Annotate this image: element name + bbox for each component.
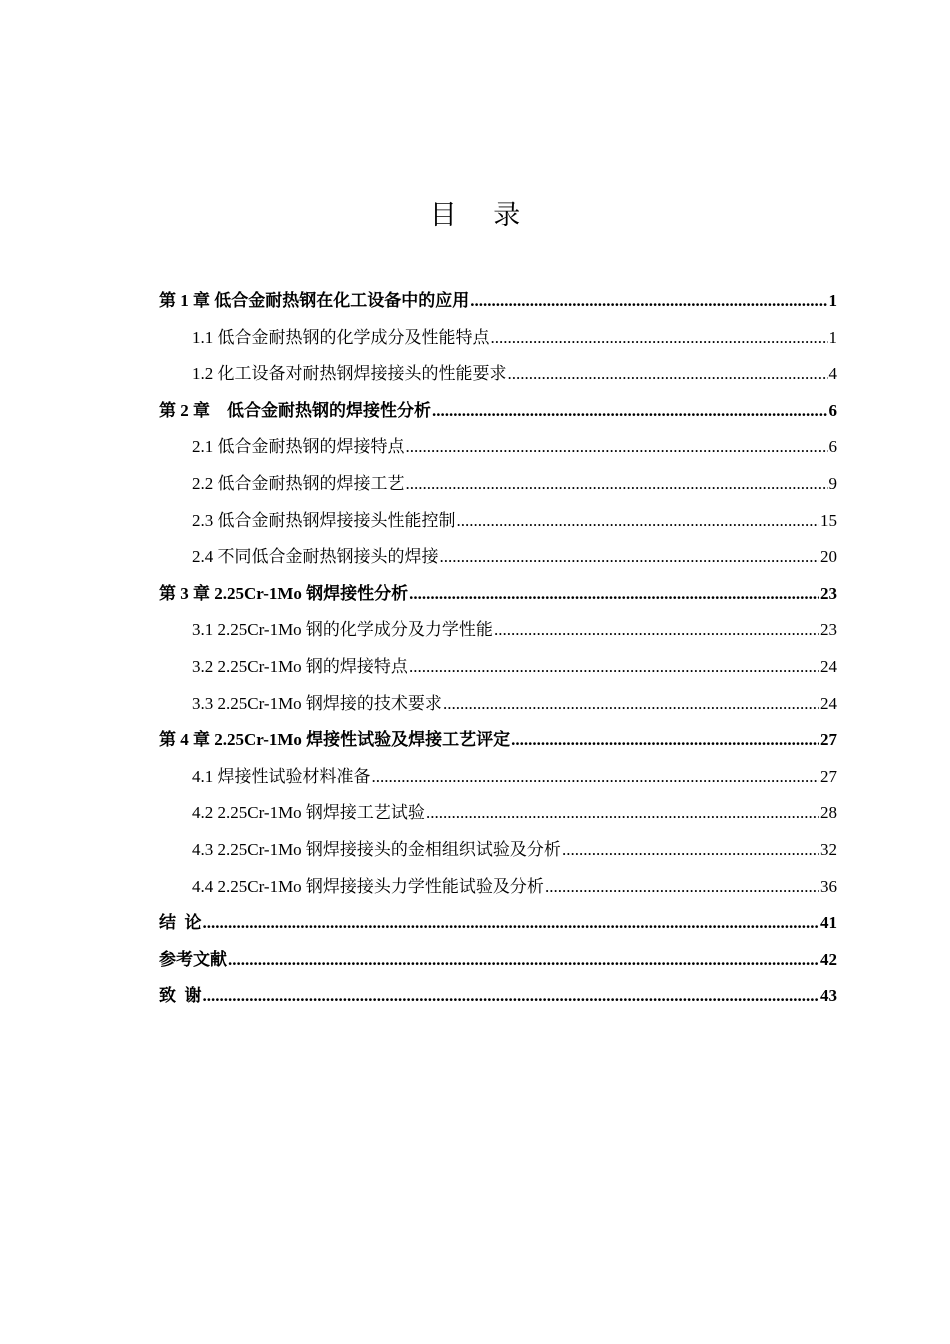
toc-entry-chapter-4[interactable] <box>159 722 837 759</box>
toc-entry-section-1-1[interactable] <box>159 320 837 357</box>
toc-entry-section-1-2[interactable] <box>159 356 837 393</box>
toc-leader-dots <box>228 942 819 979</box>
toc-leader-dots <box>440 539 820 576</box>
toc-leader-dots <box>508 356 828 393</box>
toc-entry-section-4-1[interactable] <box>159 759 837 796</box>
toc-leader-dots <box>372 759 820 796</box>
toc-leader-dots <box>443 686 819 723</box>
table-of-contents <box>159 283 837 1015</box>
toc-entry-section-2-1[interactable] <box>159 429 837 466</box>
toc-entry-page: 15 <box>820 510 837 530</box>
toc-entry-page: 24 <box>820 693 837 713</box>
toc-entry-section-2-3[interactable] <box>159 503 837 540</box>
toc-entry-chapter-3[interactable] <box>159 576 837 613</box>
toc-entry-label: 第 2 章 低合金耐热钢的焊接性分析 <box>159 400 431 420</box>
toc-entry-page: 27 <box>820 730 837 750</box>
toc-entry-page: 27 <box>820 766 837 786</box>
toc-entry-label: 第 1 章 低合金耐热钢在化工设备中的应用 <box>159 291 470 310</box>
toc-leader-dots <box>409 649 819 686</box>
toc-entry-references[interactable] <box>159 942 837 979</box>
toc-entry-section-3-1[interactable] <box>159 612 837 649</box>
toc-leader-dots <box>203 978 820 1015</box>
toc-entry-page: 36 <box>820 876 837 896</box>
toc-entry-label: 4.4 2.25Cr-1Mo 钢焊接接头力学性能试验及分析 <box>192 876 544 896</box>
toc-entry-section-4-3[interactable] <box>159 832 837 869</box>
toc-leader-dots <box>432 393 828 430</box>
toc-entry-label: 致 谢 <box>159 986 202 1006</box>
toc-entry-label: 参考文献 <box>159 949 227 969</box>
toc-entry-label: 4.2 2.25Cr-1Mo 钢焊接工艺试验 <box>192 803 425 823</box>
toc-leader-dots <box>406 429 828 466</box>
toc-entry-page: 9 <box>828 473 837 493</box>
toc-entry-label: 3.2 2.25Cr-1Mo 钢的焊接特点 <box>192 656 408 676</box>
toc-leader-dots <box>409 576 819 613</box>
toc-entry-page: 20 <box>820 547 837 567</box>
toc-entry-label: 4.1 焊接性试验材料准备 <box>192 766 371 786</box>
toc-entry-label: 1.2 化工设备对耐热钢焊接接头的性能要求 <box>192 364 507 384</box>
toc-entry-page: 6 <box>828 400 837 420</box>
toc-entry-chapter-2[interactable] <box>159 393 837 430</box>
toc-leader-dots <box>406 466 828 503</box>
toc-entry-section-2-4[interactable] <box>159 539 837 576</box>
toc-entry-label: 3.3 2.25Cr-1Mo 钢焊接的技术要求 <box>192 693 442 713</box>
toc-entry-page: 23 <box>820 620 837 640</box>
toc-entry-page: 42 <box>820 949 837 969</box>
toc-leader-dots <box>457 503 820 540</box>
toc-entry-conclusion[interactable] <box>159 905 837 942</box>
toc-entry-label: 2.2 低合金耐热钢的焊接工艺 <box>192 473 405 493</box>
toc-entry-section-3-3[interactable] <box>159 686 837 723</box>
toc-leader-dots <box>491 320 828 357</box>
toc-entry-label: 2.4 不同低合金耐热钢接头的焊接 <box>192 547 439 567</box>
toc-leader-dots <box>511 722 819 759</box>
toc-entry-page: 24 <box>820 656 837 676</box>
toc-entry-page: 41 <box>820 913 837 933</box>
toc-entry-section-2-2[interactable] <box>159 466 837 503</box>
toc-entry-page: 1 <box>828 327 837 347</box>
toc-entry-label: 4.3 2.25Cr-1Mo 钢焊接接头的金相组织试验及分析 <box>192 839 561 859</box>
toc-leader-dots <box>426 795 819 832</box>
toc-leader-dots <box>545 869 819 906</box>
toc-entry-label: 第 3 章 2.25Cr-1Mo 钢焊接性分析 <box>159 583 409 603</box>
toc-leader-dots <box>470 283 827 320</box>
page-title: 目 录 <box>429 200 535 231</box>
toc-leader-dots <box>494 612 819 649</box>
toc-entry-section-4-2[interactable] <box>159 795 837 832</box>
toc-entry-section-3-2[interactable] <box>159 649 837 686</box>
toc-entry-page: 6 <box>828 437 837 457</box>
toc-entry-page: 23 <box>820 583 837 603</box>
toc-entry-label: 1.1 低合金耐热钢的化学成分及性能特点 <box>192 327 490 347</box>
toc-entry-acknowledgements[interactable] <box>159 978 837 1015</box>
toc-entry-label: 2.1 低合金耐热钢的焊接特点 <box>192 437 405 457</box>
toc-entry-label: 3.1 2.25Cr-1Mo 钢的化学成分及力学性能 <box>192 620 493 640</box>
toc-leader-dots <box>203 905 820 942</box>
toc-leader-dots <box>562 832 819 869</box>
toc-entry-label: 第 4 章 2.25Cr-1Mo 焊接性试验及焊接工艺评定 <box>159 730 511 750</box>
toc-entry-label: 结 论 <box>159 913 202 933</box>
toc-entry-section-4-4[interactable] <box>159 869 837 906</box>
toc-entry-page: 43 <box>820 986 837 1006</box>
toc-entry-chapter-1[interactable] <box>159 283 837 320</box>
toc-entry-label: 2.3 低合金耐热钢焊接接头性能控制 <box>192 510 456 530</box>
toc-entry-page: 32 <box>820 839 837 859</box>
toc-entry-page: 28 <box>820 803 837 823</box>
toc-entry-page: 1 <box>828 291 837 310</box>
toc-entry-page: 4 <box>828 364 837 384</box>
